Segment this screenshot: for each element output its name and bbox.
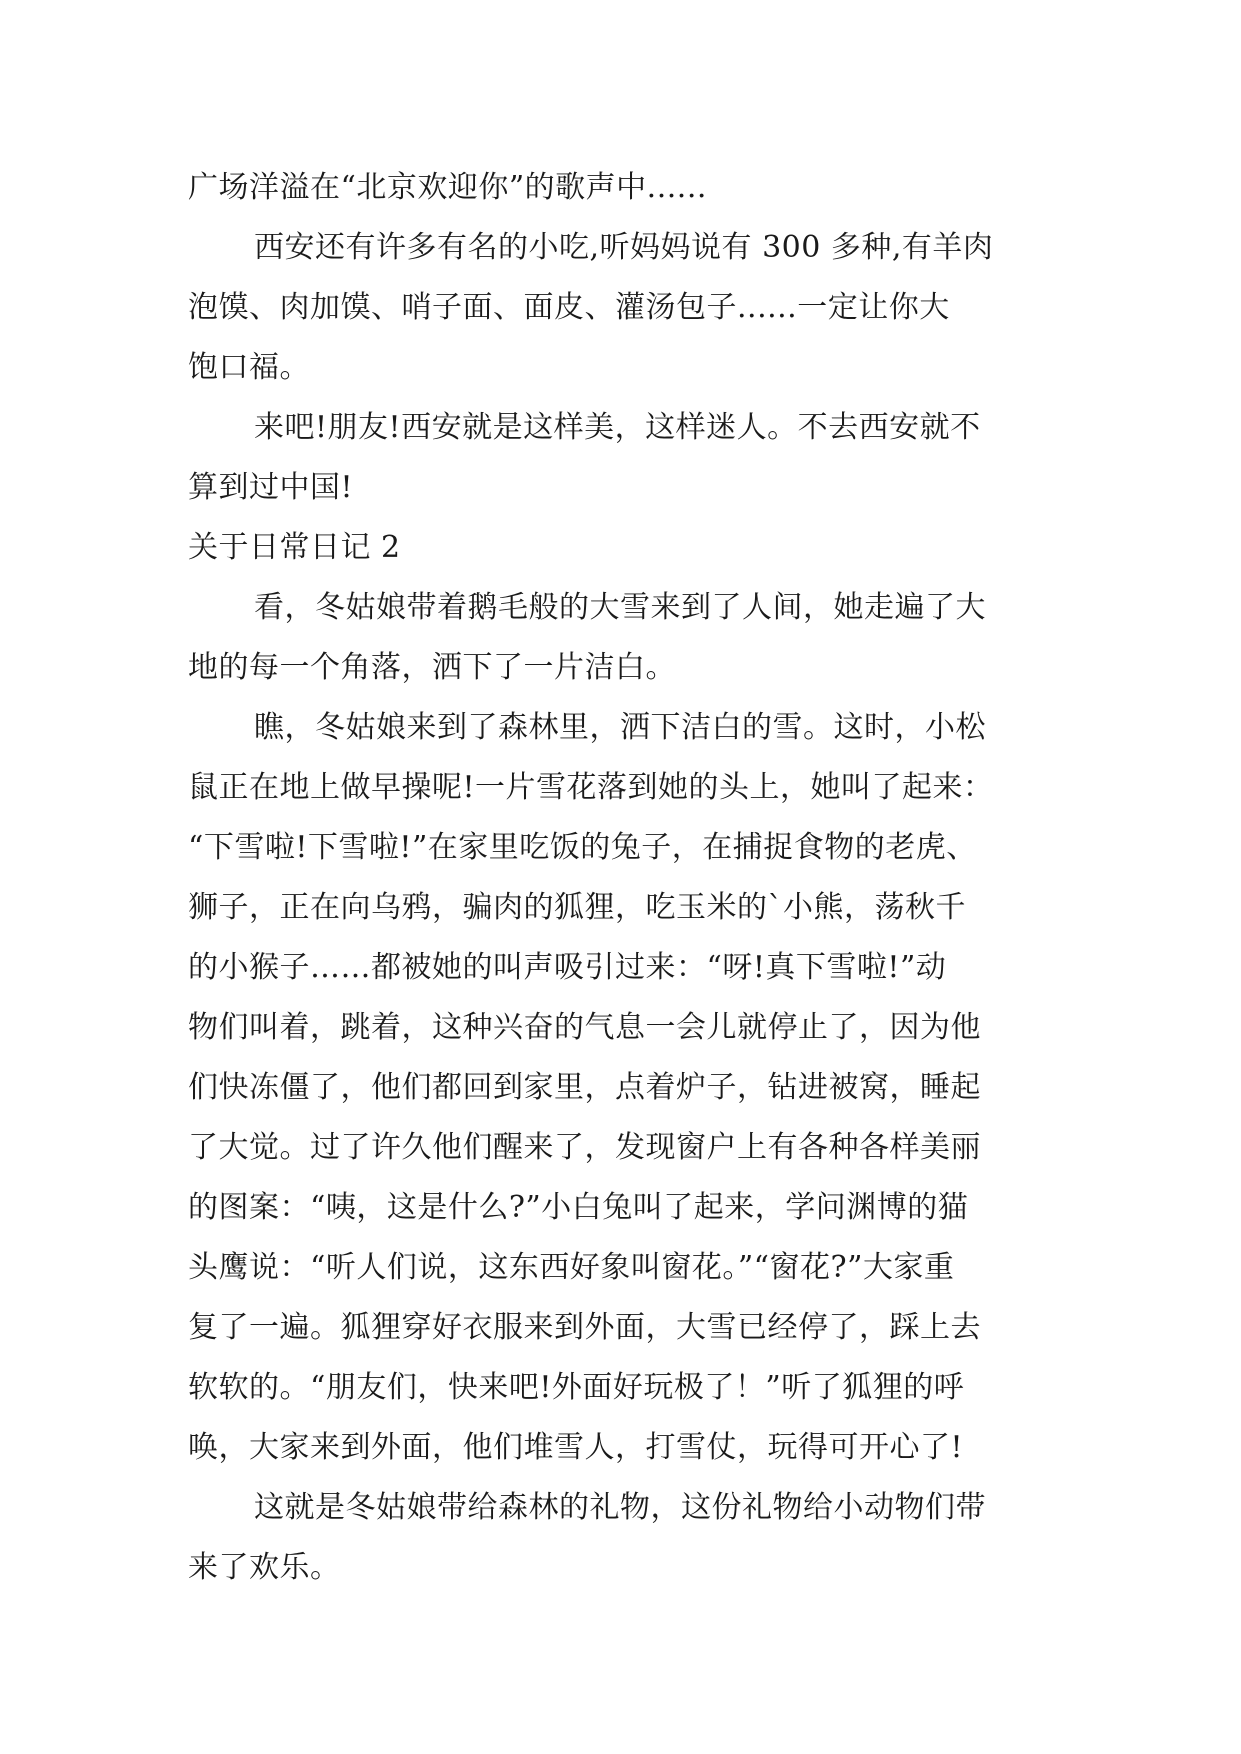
text-line: “下雪啦!下雪啦!”在家里吃饭的兔子，在捕捉食物的老虎、 (188, 830, 977, 865)
text-line: 复了一遍。狐狸穿好衣服来到外面，大雪已经停了，踩上去 (188, 1310, 981, 1345)
text-line: 广场洋溢在“北京欢迎你”的歌声中...... (188, 170, 707, 205)
text-line: 瞧，冬姑娘来到了森林里，洒下洁白的雪。这时，小松 (254, 710, 986, 745)
paragraph (188, 218, 1068, 398)
paragraph (188, 698, 1068, 1478)
text-line: 们快冻僵了，他们都回到家里，点着炉子，钻进被窝，睡起 (188, 1070, 981, 1105)
text-line: 泡馍、肉加馍、哨子面、面皮、灌汤包子......一定让你大 (188, 290, 950, 325)
paragraph (188, 158, 1068, 218)
text-line: 地的每一个角落，洒下了一片洁白。 (188, 650, 676, 685)
text-line: 的图案：“咦，这是什么?”小白兔叫了起来，学问渊博的猫 (188, 1190, 969, 1225)
text-line: 饱口福。 (188, 350, 310, 385)
paragraph (188, 578, 1068, 698)
text-line: 物们叫着，跳着，这种兴奋的气息一会儿就停止了，因为他 (188, 1010, 981, 1045)
document-body (188, 158, 1068, 1598)
paragraph (188, 398, 1068, 518)
text-line: 软软的。“朋友们，快来吧!外面好玩极了！”听了狐狸的呼 (188, 1370, 965, 1405)
text-line: 唤，大家来到外面，他们堆雪人，打雪仗，玩得可开心了! (188, 1430, 964, 1465)
text-line: 看，冬姑娘带着鹅毛般的大雪来到了人间，她走遍了大 (254, 590, 986, 625)
text-line: 算到过中国! (188, 470, 354, 505)
text-line: 的小猴子……都被她的叫声吸引过来：“呀!真下雪啦!”动 (188, 950, 947, 985)
text-line: 鼠正在地上做早操呢!一片雪花落到她的头上，她叫了起来： (188, 770, 994, 805)
text-line: 这就是冬姑娘带给森林的礼物，这份礼物给小动物们带 (254, 1490, 986, 1525)
text-line: 来吧!朋友!西安就是这样美，这样迷人。不去西安就不 (254, 410, 981, 445)
text-line: 了大觉。过了许久他们醒来了，发现窗户上有各种各样美丽 (188, 1130, 981, 1165)
text-line: 来了欢乐。 (188, 1550, 341, 1585)
text-line: 狮子，正在向乌鸦，骗肉的狐狸，吃玉米的`小熊，荡秋千 (188, 890, 966, 925)
section-heading (188, 518, 1068, 578)
text-line: 头鹰说：“听人们说，这东西好象叫窗花。”“窗花?”大家重 (188, 1250, 955, 1285)
paragraph (188, 1478, 1068, 1598)
text-line: 西安还有许多有名的小吃,听妈妈说有 300 多种,有羊肉 (254, 230, 994, 265)
heading-text: 关于日常日记 2 (188, 530, 401, 565)
